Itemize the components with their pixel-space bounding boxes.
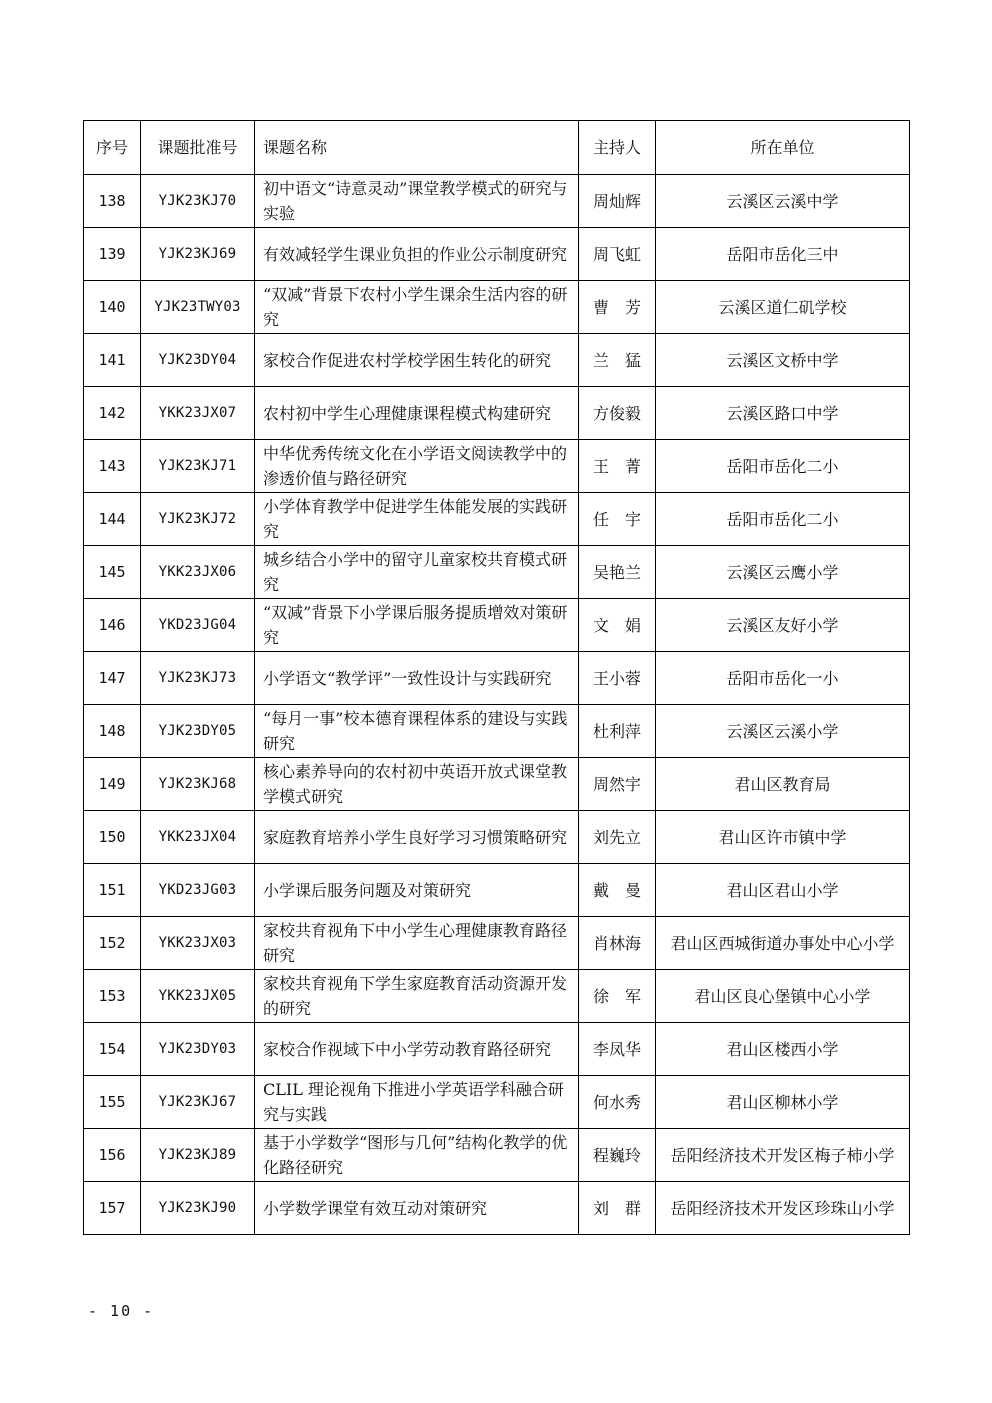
cell-host: 方俊毅 bbox=[579, 387, 656, 440]
cell-approval-no: YKK23JX06 bbox=[141, 546, 255, 599]
cell-host: 周飞虹 bbox=[579, 228, 656, 281]
cell-unit: 云溪区云溪小学 bbox=[656, 705, 910, 758]
table-row bbox=[84, 281, 910, 334]
cell-host: 李凤华 bbox=[579, 1023, 656, 1076]
cell-approval-no: YKK23JX04 bbox=[141, 811, 255, 864]
table-row bbox=[84, 440, 910, 493]
cell-approval-no: YKK23JX03 bbox=[141, 917, 255, 970]
cell-host: 肖林海 bbox=[579, 917, 656, 970]
cell-seq: 139 bbox=[84, 228, 141, 281]
cell-seq: 149 bbox=[84, 758, 141, 811]
cell-host: 刘先立 bbox=[579, 811, 656, 864]
cell-seq: 146 bbox=[84, 599, 141, 652]
cell-title: “双减”背景下农村小学生课余生活内容的研究 bbox=[255, 281, 579, 334]
cell-title: 家校合作促进农村学校学困生转化的研究 bbox=[255, 334, 579, 387]
cell-seq: 142 bbox=[84, 387, 141, 440]
cell-host: 吴艳兰 bbox=[579, 546, 656, 599]
cell-approval-no: YJK23KJ67 bbox=[141, 1076, 255, 1129]
cell-approval-no: YJK23KJ90 bbox=[141, 1182, 255, 1235]
header-host: 主持人 bbox=[579, 121, 656, 175]
cell-seq: 154 bbox=[84, 1023, 141, 1076]
cell-unit: 岳阳市岳化二小 bbox=[656, 440, 910, 493]
cell-host: 周然宇 bbox=[579, 758, 656, 811]
cell-seq: 156 bbox=[84, 1129, 141, 1182]
cell-title: 小学数学课堂有效互动对策研究 bbox=[255, 1182, 579, 1235]
cell-seq: 140 bbox=[84, 281, 141, 334]
cell-seq: 152 bbox=[84, 917, 141, 970]
cell-host: 刘 群 bbox=[579, 1182, 656, 1235]
cell-unit: 岳阳市岳化二小 bbox=[656, 493, 910, 546]
table-row bbox=[84, 970, 910, 1023]
cell-unit: 云溪区友好小学 bbox=[656, 599, 910, 652]
cell-title: 核心素养导向的农村初中英语开放式课堂教学模式研究 bbox=[255, 758, 579, 811]
cell-approval-no: YKD23JG03 bbox=[141, 864, 255, 917]
cell-host: 程巍玲 bbox=[579, 1129, 656, 1182]
table-row bbox=[84, 546, 910, 599]
cell-unit: 岳阳市岳化三中 bbox=[656, 228, 910, 281]
cell-seq: 143 bbox=[84, 440, 141, 493]
cell-seq: 157 bbox=[84, 1182, 141, 1235]
cell-approval-no: YJK23TWY03 bbox=[141, 281, 255, 334]
table-row bbox=[84, 864, 910, 917]
cell-approval-no: YKK23JX05 bbox=[141, 970, 255, 1023]
cell-seq: 150 bbox=[84, 811, 141, 864]
cell-seq: 155 bbox=[84, 1076, 141, 1129]
cell-approval-no: YJK23KJ73 bbox=[141, 652, 255, 705]
cell-unit: 云溪区云溪中学 bbox=[656, 175, 910, 228]
cell-unit: 君山区楼西小学 bbox=[656, 1023, 910, 1076]
cell-title: 农村初中学生心理健康课程模式构建研究 bbox=[255, 387, 579, 440]
cell-title: 家校共育视角下学生家庭教育活动资源开发的研究 bbox=[255, 970, 579, 1023]
cell-host: 文 娟 bbox=[579, 599, 656, 652]
cell-title: CLIL 理论视角下推进小学英语学科融合研究与实践 bbox=[255, 1076, 579, 1129]
table-row bbox=[84, 1076, 910, 1129]
cell-title: 小学课后服务问题及对策研究 bbox=[255, 864, 579, 917]
table-row bbox=[84, 1129, 910, 1182]
cell-host: 曹 芳 bbox=[579, 281, 656, 334]
table-body bbox=[84, 175, 910, 1235]
cell-host: 王小蓉 bbox=[579, 652, 656, 705]
cell-seq: 147 bbox=[84, 652, 141, 705]
cell-approval-no: YJK23KJ71 bbox=[141, 440, 255, 493]
cell-unit: 君山区良心堡镇中心小学 bbox=[656, 970, 910, 1023]
cell-host: 戴 曼 bbox=[579, 864, 656, 917]
cell-host: 周灿辉 bbox=[579, 175, 656, 228]
table-row bbox=[84, 705, 910, 758]
cell-approval-no: YKK23JX07 bbox=[141, 387, 255, 440]
cell-approval-no: YJK23DY04 bbox=[141, 334, 255, 387]
cell-approval-no: YJK23DY03 bbox=[141, 1023, 255, 1076]
table-row bbox=[84, 1023, 910, 1076]
table-row bbox=[84, 599, 910, 652]
cell-unit: 君山区君山小学 bbox=[656, 864, 910, 917]
cell-title: 家校共育视角下中小学生心理健康教育路径研究 bbox=[255, 917, 579, 970]
cell-host: 任 宇 bbox=[579, 493, 656, 546]
table-row bbox=[84, 652, 910, 705]
table-row bbox=[84, 758, 910, 811]
cell-unit: 云溪区路口中学 bbox=[656, 387, 910, 440]
table-row bbox=[84, 493, 910, 546]
cell-unit: 君山区西城街道办事处中心小学 bbox=[656, 917, 910, 970]
cell-title: 有效减轻学生课业负担的作业公示制度研究 bbox=[255, 228, 579, 281]
cell-title: “每月一事”校本德育课程体系的建设与实践研究 bbox=[255, 705, 579, 758]
header-title: 课题名称 bbox=[255, 121, 579, 175]
cell-title: 中华优秀传统文化在小学语文阅读教学中的渗透价值与路径研究 bbox=[255, 440, 579, 493]
table-header-row bbox=[84, 121, 910, 175]
cell-unit: 岳阳市岳化一小 bbox=[656, 652, 910, 705]
cell-seq: 144 bbox=[84, 493, 141, 546]
cell-title: 城乡结合小学中的留守儿童家校共育模式研究 bbox=[255, 546, 579, 599]
cell-approval-no: YJK23KJ68 bbox=[141, 758, 255, 811]
cell-host: 杜利萍 bbox=[579, 705, 656, 758]
cell-title: 小学体育教学中促进学生体能发展的实践研究 bbox=[255, 493, 579, 546]
cell-unit: 岳阳经济技术开发区梅子柿小学 bbox=[656, 1129, 910, 1182]
header-unit: 所在单位 bbox=[656, 121, 910, 175]
page-number: - 10 - bbox=[88, 1302, 155, 1320]
header-approval-no: 课题批准号 bbox=[141, 121, 255, 175]
cell-title: 家庭教育培养小学生良好学习习惯策略研究 bbox=[255, 811, 579, 864]
cell-seq: 145 bbox=[84, 546, 141, 599]
cell-title: 小学语文“教学评”一致性设计与实践研究 bbox=[255, 652, 579, 705]
cell-seq: 141 bbox=[84, 334, 141, 387]
table-row bbox=[84, 228, 910, 281]
cell-host: 兰 猛 bbox=[579, 334, 656, 387]
cell-unit: 云溪区道仁矶学校 bbox=[656, 281, 910, 334]
cell-unit: 云溪区云鹰小学 bbox=[656, 546, 910, 599]
table-row bbox=[84, 811, 910, 864]
cell-seq: 138 bbox=[84, 175, 141, 228]
cell-unit: 君山区教育局 bbox=[656, 758, 910, 811]
cell-unit: 云溪区文桥中学 bbox=[656, 334, 910, 387]
cell-unit: 君山区许市镇中学 bbox=[656, 811, 910, 864]
cell-title: 家校合作视域下中小学劳动教育路径研究 bbox=[255, 1023, 579, 1076]
table-row bbox=[84, 1182, 910, 1235]
cell-title: 基于小学数学“图形与几何”结构化教学的优化路径研究 bbox=[255, 1129, 579, 1182]
cell-approval-no: YJK23DY05 bbox=[141, 705, 255, 758]
header-seq: 序号 bbox=[84, 121, 141, 175]
table-row bbox=[84, 387, 910, 440]
project-list-table-container bbox=[83, 120, 909, 1235]
cell-approval-no: YJK23KJ69 bbox=[141, 228, 255, 281]
cell-approval-no: YJK23KJ70 bbox=[141, 175, 255, 228]
cell-unit: 君山区柳林小学 bbox=[656, 1076, 910, 1129]
table-row bbox=[84, 334, 910, 387]
cell-host: 王 菁 bbox=[579, 440, 656, 493]
cell-seq: 151 bbox=[84, 864, 141, 917]
project-list-table bbox=[83, 120, 910, 1235]
cell-approval-no: YKD23JG04 bbox=[141, 599, 255, 652]
cell-title: “双减”背景下小学课后服务提质增效对策研究 bbox=[255, 599, 579, 652]
cell-unit: 岳阳经济技术开发区珍珠山小学 bbox=[656, 1182, 910, 1235]
cell-approval-no: YJK23KJ89 bbox=[141, 1129, 255, 1182]
table-row bbox=[84, 917, 910, 970]
cell-host: 徐 军 bbox=[579, 970, 656, 1023]
table-row bbox=[84, 175, 910, 228]
cell-approval-no: YJK23KJ72 bbox=[141, 493, 255, 546]
cell-seq: 153 bbox=[84, 970, 141, 1023]
cell-title: 初中语文“诗意灵动”课堂教学模式的研究与实验 bbox=[255, 175, 579, 228]
cell-host: 何水秀 bbox=[579, 1076, 656, 1129]
cell-seq: 148 bbox=[84, 705, 141, 758]
